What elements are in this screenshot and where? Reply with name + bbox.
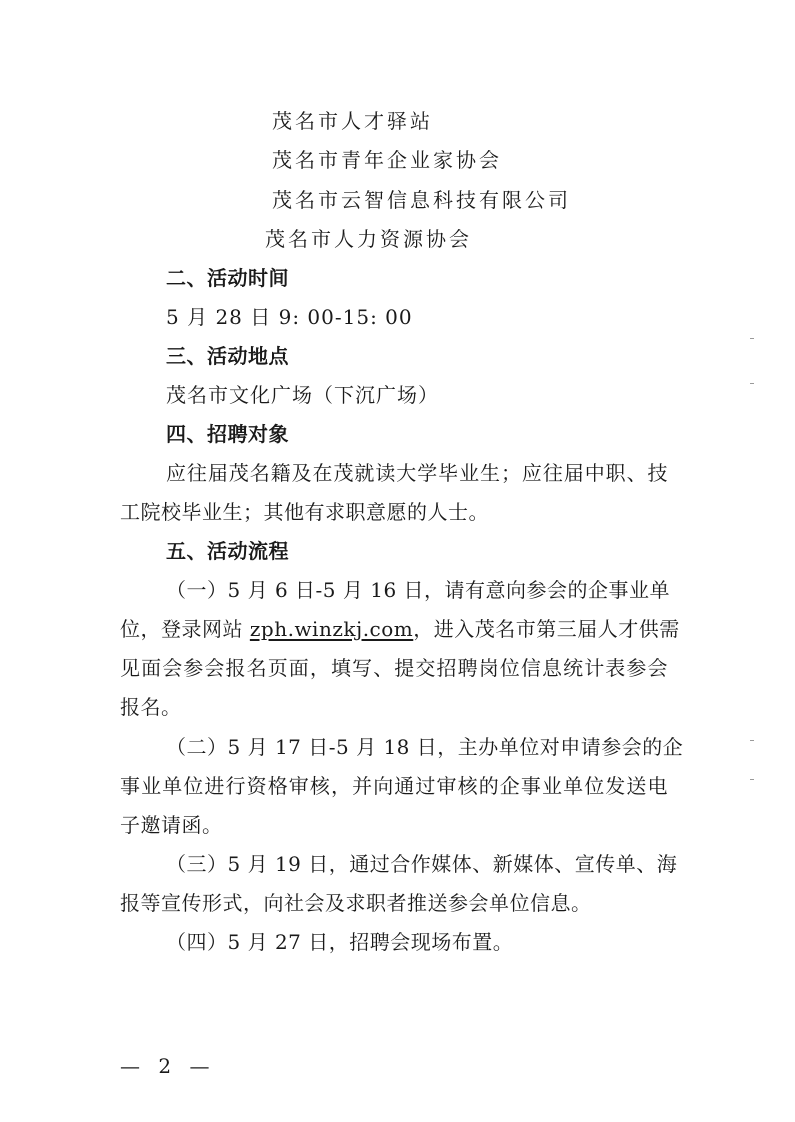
section-target-line-1: 应往届茂名籍及在茂就读大学毕业生；应往届中职、技 (166, 461, 668, 485)
scan-speck (750, 740, 754, 741)
process-item-1-text-before-url: 位，登录网站 (120, 617, 250, 641)
scan-speck (750, 338, 754, 339)
process-item-1-line-2 (120, 616, 680, 642)
organizer-2: 茂名市青年企业家协会 (272, 148, 502, 172)
process-item-3-line-1: （三）5 月 19 日，通过合作媒体、新媒体、宣传单、海 (166, 852, 678, 876)
page-number: — 2 — (120, 1054, 216, 1078)
section-process-heading: 五、活动流程 (166, 539, 289, 563)
scan-speck (750, 779, 754, 780)
process-item-4-line-1: （四）5 月 27 日，招聘会现场布置。 (166, 930, 514, 954)
process-item-2-line-3: 子邀请函。 (120, 813, 223, 837)
section-target-heading: 四、招聘对象 (166, 422, 289, 446)
section-location-text: 茂名市文化广场（下沉广场） (166, 383, 439, 407)
scan-speck (750, 383, 754, 384)
process-item-1-line-3: 见面会参会报名页面，填写、提交招聘岗位信息统计表参会 (120, 656, 668, 680)
registration-url-link[interactable]: zph.winzkj.com (249, 617, 414, 641)
section-time-text: 5 月 28 日 9: 00-15: 00 (166, 305, 413, 329)
section-time-heading: 二、活动时间 (166, 266, 289, 290)
process-item-2-line-1: （二）5 月 17 日-5 月 18 日，主办单位对申请参会的企 (166, 735, 684, 759)
organizer-1: 茂名市人才驿站 (272, 109, 433, 133)
organizer-3: 茂名市云智信息科技有限公司 (272, 188, 571, 212)
organizer-4: 茂名市人力资源协会 (265, 227, 472, 251)
process-item-1-line-1: （一）5 月 6 日-5 月 16 日，请有意向参会的企事业单 (166, 578, 671, 602)
process-item-2-line-2: 事业单位进行资格审核，并向通过审核的企事业单位发送电 (120, 774, 668, 798)
process-item-1-text-after-url: ，进入茂名市第三届人才供需 (413, 617, 680, 641)
section-target-line-2: 工院校毕业生；其他有求职意愿的人士。 (120, 500, 489, 524)
section-location-heading: 三、活动地点 (166, 344, 289, 368)
process-item-1-line-4: 报名。 (120, 695, 182, 719)
process-item-3-line-2: 报等宣传形式，向社会及求职者推送参会单位信息。 (120, 891, 592, 915)
